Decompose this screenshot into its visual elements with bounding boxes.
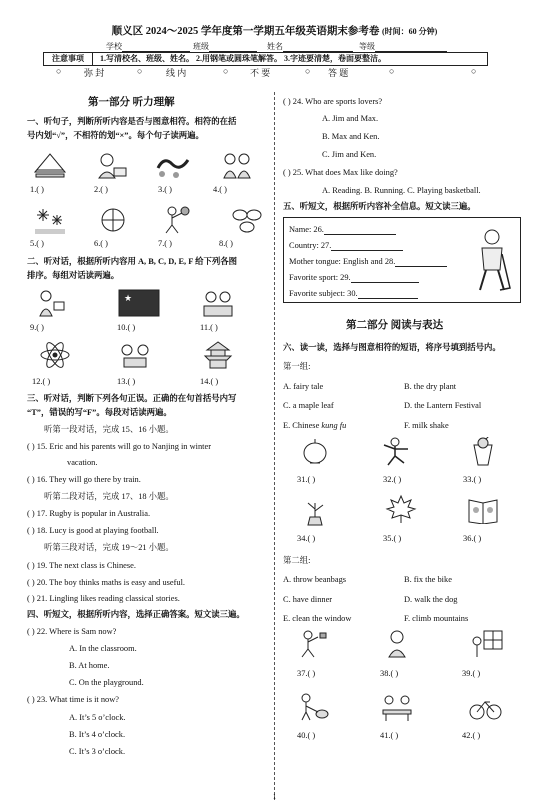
q1-instruction: 一、听句子，判断所听内容是否与图意相符。相符的在括: [27, 117, 237, 126]
child-reading-picture: [34, 288, 68, 318]
q41-label[interactable]: 41.( ): [380, 731, 399, 740]
maple-leaf-picture: [384, 494, 418, 524]
pagoda-picture: [201, 340, 235, 370]
g1-option-b: B. the dry plant: [404, 382, 457, 391]
q34-label[interactable]: 34.( ): [297, 534, 316, 543]
q6-instruction: 六、读一读，选择与图意相符的短语，将序号填到括号内。: [283, 343, 501, 352]
q24-option-a[interactable]: A. Jim and Max.: [322, 114, 379, 123]
info-card: [283, 217, 521, 303]
hockey-player-picture: [470, 228, 514, 294]
china-flag-picture: [118, 288, 160, 318]
q23-option-c[interactable]: C. It’s 3 o’clock.: [69, 747, 126, 756]
q2-instruction: 二、听对话，根据所听内容用 A, B, C, D, E, F 给下列各图: [27, 257, 237, 266]
q13-label[interactable]: 13.( ): [117, 377, 136, 386]
q25-options[interactable]: A. Reading. B. Running. C. Playing basketball.: [322, 186, 481, 195]
question-23[interactable]: ( ) 23. What time is it now?: [27, 695, 119, 704]
name-field: 姓名: [267, 41, 353, 52]
question-18[interactable]: ( ) 18. Lucy is good at playing football.: [27, 526, 159, 535]
q37-label[interactable]: 37.( ): [297, 669, 316, 678]
svg-text:★: ★: [124, 293, 133, 303]
fireworks-picture: [33, 205, 67, 235]
walk-dog-picture: [296, 692, 330, 722]
g2-option-f: F. climb mountains: [404, 614, 469, 623]
milk-shake-picture: [466, 437, 500, 467]
g1-option-a: A. fairy tale: [283, 382, 324, 391]
q4-label[interactable]: 4.( ): [213, 185, 227, 194]
seal-circle: ○: [389, 66, 395, 76]
favorite-sport-line[interactable]: Favorite sport: 29.: [289, 272, 419, 283]
q38-label[interactable]: 38.( ): [380, 669, 399, 678]
storybook-picture: [466, 494, 500, 524]
seal-circle: ○: [471, 66, 477, 76]
dialogue-2-heading: 听第二段对话，完成 17、18 小题。: [44, 492, 174, 501]
seal-circle: ○: [56, 66, 62, 76]
group-2-heading: 第二组:: [283, 556, 311, 565]
q35-label[interactable]: 35.( ): [383, 534, 402, 543]
q42-label[interactable]: 42.( ): [462, 731, 481, 740]
q12-label[interactable]: 12.( ): [32, 377, 51, 386]
q4-instruction: 四、听短文，根据所听内容，选择正确答案。短文读三遍。: [27, 610, 245, 619]
clean-window-picture: [470, 629, 504, 659]
q8-label[interactable]: 8.( ): [219, 239, 233, 248]
g2-option-e: E. clean the window: [283, 614, 352, 623]
q22-option-a[interactable]: A. In the classroom.: [69, 644, 137, 653]
q22-option-c[interactable]: C. On the playground.: [69, 678, 144, 687]
children-picture: [220, 150, 254, 180]
notice-body: 1.写清校名、班级、姓名。 2.用钢笔或圆珠笔解答。 3.字迹要清楚，卷面要整洁。: [100, 54, 386, 63]
ball-picture: [96, 205, 130, 235]
q6-label[interactable]: 6.( ): [94, 239, 108, 248]
q3-instruction: 三、听对话，判断下列各句正误。正确的在句首括号内写: [27, 394, 237, 403]
seal-text-1: 弥 封: [84, 68, 105, 78]
question-22[interactable]: ( ) 22. Where is Sam now?: [27, 627, 117, 636]
q24-option-c[interactable]: C. Jim and Ken.: [322, 150, 377, 159]
question-21[interactable]: ( ) 21. Lingling likes reading classical stories.: [27, 594, 180, 603]
students-picture: [201, 288, 235, 318]
atom-picture: [38, 340, 72, 370]
q23-option-a[interactable]: A. It’s 5 o’clock.: [69, 713, 126, 722]
part1-title: 第一部分 听力理解: [88, 97, 175, 108]
part2-title: 第二部分 阅读与表达: [346, 320, 444, 331]
q22-option-b[interactable]: B. At home.: [69, 661, 110, 670]
notice-box: [43, 52, 488, 66]
q5-instruction: 五、听短文，根据所听内容补全信息。短文读三遍。: [283, 202, 476, 211]
throw-beanbags-picture: [296, 629, 330, 659]
q5-label[interactable]: 5.( ): [30, 239, 44, 248]
g1-option-f: F. milk shake: [404, 421, 449, 430]
page-number: 1: [272, 793, 277, 801]
name-line[interactable]: Name: 26.: [289, 224, 396, 235]
question-15-cont: vacation.: [67, 458, 98, 467]
fix-bike-picture: [468, 692, 502, 722]
q1-instruction-2: 号内划“√”，不相符的划“×”。每个句子读两遍。: [27, 131, 204, 140]
question-16[interactable]: ( ) 16. They will go there by train.: [27, 475, 141, 484]
g2-option-a: A. throw beanbags: [283, 575, 347, 584]
question-17[interactable]: ( ) 17. Rugby is popular in Australia.: [27, 509, 151, 518]
seal-text-3: 不 要: [250, 68, 271, 78]
q2-instruction-2: 排序。每组对话读两遍。: [27, 271, 120, 280]
g2-option-d: D. walk the dog: [404, 595, 458, 604]
q1-label[interactable]: 1.( ): [30, 185, 44, 194]
question-24[interactable]: ( ) 24. Who are sports lovers?: [283, 97, 383, 106]
seal-text-4: 答 题: [328, 68, 349, 78]
dragon-dance-picture: [156, 150, 190, 180]
seal-circle: ○: [305, 66, 311, 76]
kung-fu-picture: [378, 437, 412, 467]
q2-label[interactable]: 2.( ): [94, 185, 108, 194]
lantern-picture: [298, 437, 332, 467]
q11-label[interactable]: 11.( ): [200, 323, 218, 332]
q9-label[interactable]: 9.( ): [30, 323, 44, 332]
favorite-subject-line[interactable]: Favorite subject: 30.: [289, 288, 418, 299]
dialogue-3-heading: 听第三段对话，完成 19～21 小题。: [44, 543, 174, 552]
q31-label[interactable]: 31.( ): [297, 475, 316, 484]
country-line[interactable]: Country: 27.: [289, 240, 403, 251]
notice-head: 注意事项: [44, 53, 93, 65]
seal-circle: ○: [137, 66, 143, 76]
basketball-player-picture: [158, 205, 192, 235]
dumplings-picture: [230, 205, 264, 235]
g1-option-d: D. the Lantern Festival: [404, 401, 482, 410]
q7-label[interactable]: 7.( ): [158, 239, 172, 248]
q33-label[interactable]: 33.( ): [463, 475, 482, 484]
grade-field: 等级: [359, 41, 447, 52]
g2-option-c: C. have dinner: [283, 595, 333, 604]
class-field: 班级: [193, 41, 257, 52]
boy-eating-picture: [94, 150, 128, 180]
q36-label[interactable]: 36.( ): [463, 534, 482, 543]
sandwich-picture: [33, 150, 67, 180]
instruments-picture: [118, 340, 152, 370]
school-field: 学校: [106, 41, 190, 52]
q14-label[interactable]: 14.( ): [200, 377, 219, 386]
q3-instruction-2: “T”，错误的写“F”。每段对话读两遍。: [27, 408, 172, 417]
climb-mountains-picture: [380, 629, 414, 659]
q40-label[interactable]: 40.( ): [297, 731, 316, 740]
g1-option-c: C. a maple leaf: [283, 401, 334, 410]
q24-option-b[interactable]: B. Max and Ken.: [322, 132, 380, 141]
q3-label[interactable]: 3.( ): [158, 185, 172, 194]
g1-option-e: E. Chinese kung fu: [283, 421, 347, 430]
exam-title: 顺义区 2024～2025 学年度第一学期五年级英语期末参考卷 (时间：60 分钟): [111, 26, 438, 37]
question-19[interactable]: ( ) 19. The next class is Chinese.: [27, 561, 136, 570]
q10-label[interactable]: 10.( ): [117, 323, 136, 332]
column-divider: [274, 92, 275, 800]
q32-label[interactable]: 32.( ): [383, 475, 402, 484]
seal-circle: ○: [223, 66, 229, 76]
question-15[interactable]: ( ) 15. Eric and his parents will go to Nanjing in winter: [27, 442, 211, 451]
group-1-heading: 第一组:: [283, 362, 311, 371]
have-dinner-picture: [380, 692, 414, 722]
question-25[interactable]: ( ) 25. What does Max like doing?: [283, 168, 398, 177]
question-20[interactable]: ( ) 20. The boy thinks maths is easy and useful.: [27, 578, 186, 587]
q39-label[interactable]: 39.( ): [462, 669, 481, 678]
g2-option-b: B. fix the bike: [404, 575, 452, 584]
mother-tongue-line[interactable]: Mother tongue: English and 28.: [289, 256, 447, 267]
dry-plant-picture: [298, 497, 332, 527]
q23-option-b[interactable]: B. It’s 4 o’clock.: [69, 730, 126, 739]
dialogue-1-heading: 听第一段对话，完成 15、16 小题。: [44, 425, 174, 434]
seal-text-2: 线 内: [166, 68, 187, 78]
